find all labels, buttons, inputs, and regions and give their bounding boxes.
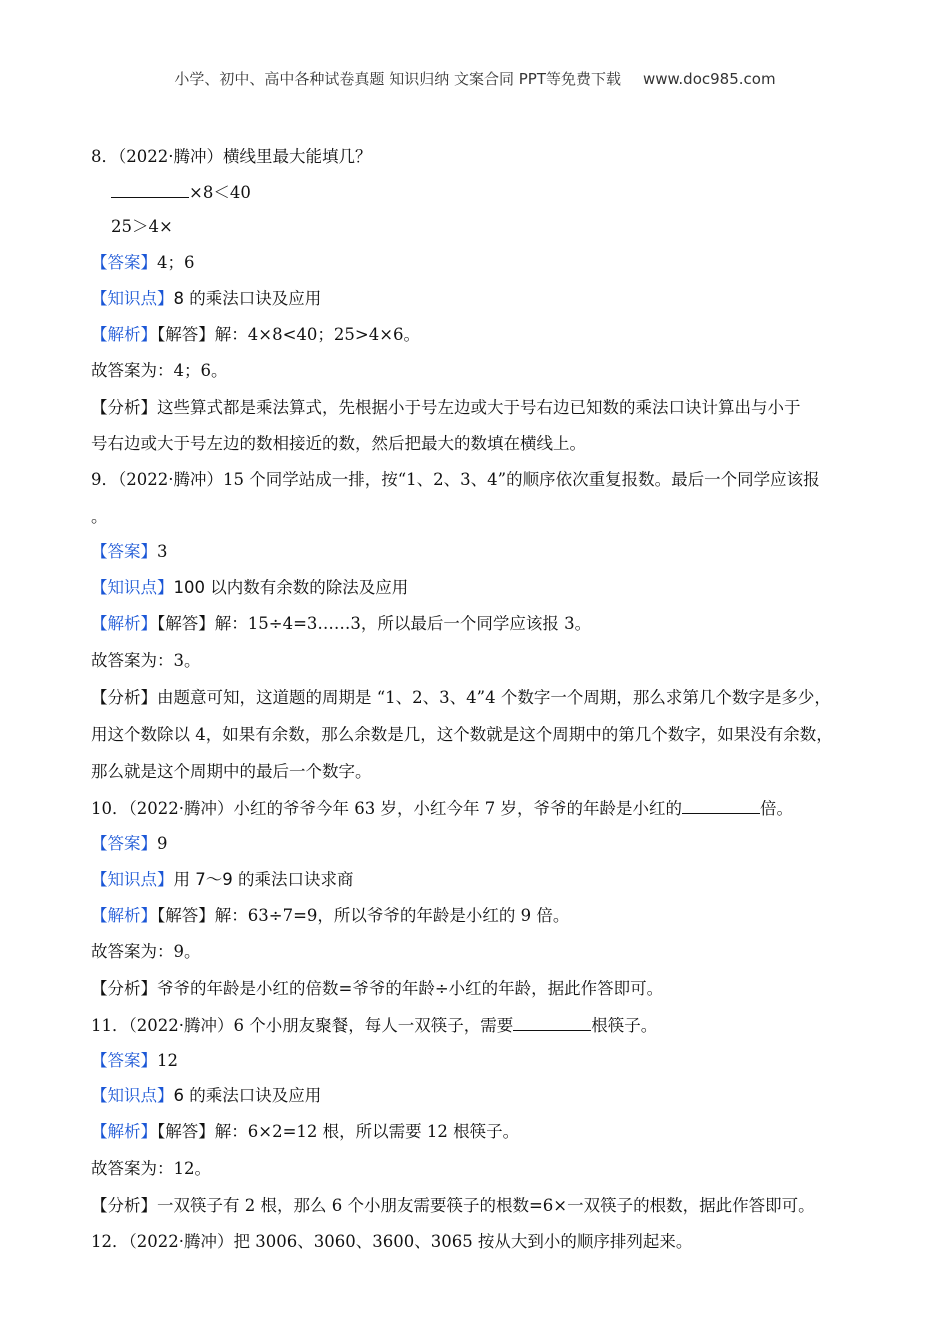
q8-expr2: 25＞4×: [111, 217, 173, 236]
q8-title: 8．（2022·腾冲）横线里最大能填几？: [91, 147, 372, 166]
q8-knowledge: 【知识点】8 的乘法口诀及应用: [91, 289, 322, 308]
answer-blank: [682, 797, 760, 814]
q10-final: 故答案为：9。: [91, 942, 201, 961]
q8-analyze-2: 号右边或大于号左边的数相接近的数，然后把最大的数填在横线上。: [91, 434, 586, 453]
analysis-tag: 【解析】: [91, 325, 157, 344]
header-text: 小学、初中、高中各种试卷真题 知识归纳 文案合同 PPT等免费下载: [174, 70, 621, 88]
q9-analyze-2: 用这个数除以 4，如果有余数，那么余数是几，这个数就是这个周期中的第几个数字，如果没有余数，: [91, 725, 833, 744]
q8-expr1: ×8＜40: [111, 181, 251, 204]
q9-title: 9．（2022·腾冲）15 个同学站成一排，按“1、2、3、4”的顺序依次重复报数。最后一个同学应该报: [91, 470, 820, 489]
answer-tag: 【答案】: [91, 253, 157, 272]
q11-knowledge: 【知识点】6 的乘法口诀及应用: [91, 1086, 322, 1105]
q10-solution: 【解析】【解答】解：63÷7=9，所以爷爷的年龄是小红的 9 倍。: [91, 906, 570, 925]
q11-analyze-1: 【分析】一双筷子有 2 根，那么 6 个小朋友需要筷子的根数=6×一双筷子的根数，据此作答即可。: [91, 1196, 815, 1215]
q10-title: 10．（2022·腾冲）小红的爷爷今年 63 岁，小红今年 7 岁，爷爷的年龄是小红的 倍。: [91, 799, 793, 818]
q8-answer: 【答案】4；6: [91, 253, 195, 272]
q9-analyze-1: 【分析】由题意可知，这道题的周期是 “1、2、3、4”4 个数字一个周期，那么求第几个数字是多少，: [91, 688, 831, 707]
q9-answer: 【答案】3: [91, 542, 168, 561]
q8-solution: 【解析】【解答】解：4×8<40；25>4×6。: [91, 325, 421, 344]
q11-final: 故答案为：12。: [91, 1159, 211, 1178]
q9-final: 故答案为：3。: [91, 651, 201, 670]
q11-solution: 【解析】【解答】解：6×2=12 根，所以需要 12 根筷子。: [91, 1122, 520, 1141]
q10-answer: 【答案】9: [91, 834, 168, 853]
answer-blank: [111, 181, 189, 198]
q9-knowledge: 【知识点】100 以内数有余数的除法及应用: [91, 578, 409, 597]
page-header: [0, 68, 950, 89]
answer-blank: [513, 1014, 591, 1031]
q12-title: 12．（2022·腾冲）把 3006、3060、3600、3065 按从大到小的顺序排列起来。: [91, 1232, 693, 1251]
q10-knowledge: 【知识点】用 7～9 的乘法口诀求商: [91, 870, 354, 889]
q9-analyze-3: 那么就是这个周期中的最后一个数字。: [91, 762, 372, 781]
q10-analyze-1: 【分析】爷爷的年龄是小红的倍数=爷爷的年龄÷小红的年龄，据此作答即可。: [91, 979, 664, 998]
knowledge-tag: 【知识点】: [91, 289, 174, 308]
q11-answer: 【答案】12: [91, 1051, 178, 1070]
header-url[interactable]: www.doc985.com: [642, 70, 776, 88]
q8-analyze-1: 【分析】这些算式都是乘法算式，先根据小于号左边或大于号右边已知数的乘法口诀计算出与小于: [91, 398, 801, 417]
q11-title: 11．（2022·腾冲）6 个小朋友聚餐，每人一双筷子，需要 根筷子。: [91, 1016, 658, 1035]
q9-solution: 【解析】【解答】解：15÷4=3……3，所以最后一个同学应该报 3。: [91, 614, 592, 633]
q9-title-end: 。: [91, 507, 108, 526]
q8-final: 故答案为：4；6。: [91, 361, 228, 380]
